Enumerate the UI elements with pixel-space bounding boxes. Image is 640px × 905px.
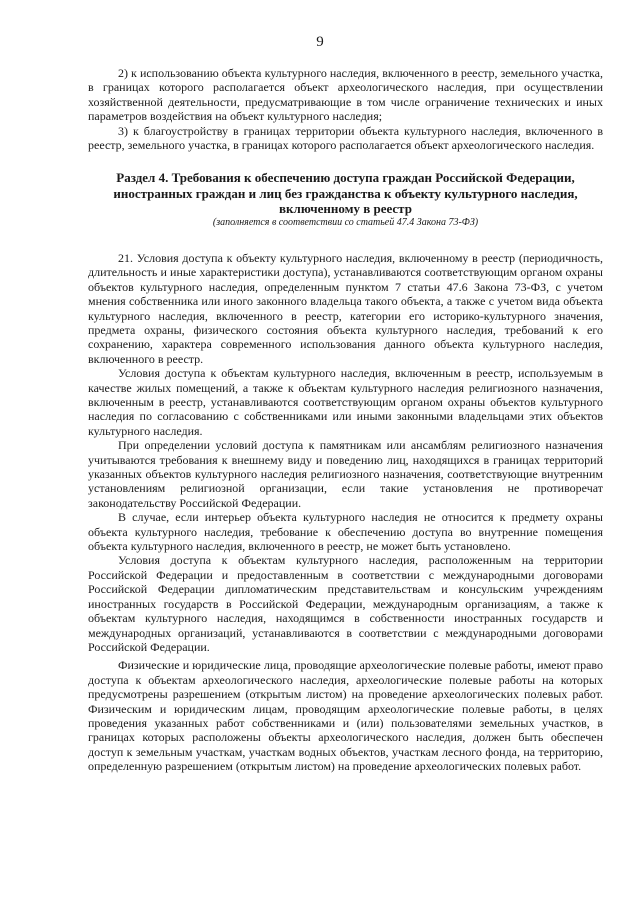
document-body	[88, 66, 603, 774]
intro-paragraph-2: 3) к благоустройству в границах территории объекта культурного наследия, включенного в реестр, земельного участка, в границах которого располагается объект археологического наследия.	[88, 123, 603, 153]
intro-paragraph-1: 2) к использованию объекта культурного наследия, включенного в реестр, земельного участка, в границах которого располагается объект археологического наследия, при осуществлении хозяйственной деятельности, предусматривающие в том числе ограничение технических и иных параметров воздействия на объект культурного наследия;	[88, 66, 603, 124]
body-paragraph-4: В случае, если интерьер объекта культурного наследия не относится к предмету охраны объекта культурного наследия, требование к обеспечению доступа во внутренние помещения объекта культурного наследия, включенного в реестр, не может быть установлено.	[88, 510, 603, 554]
body-paragraph-2: Условия доступа к объектам культурного наследия, включенным в реестр, используемым в качестве жилых помещений, а также к объектам культурного наследия религиозного назначения, включенным в реестр, устанавливаются соответствующим органом охраны объектов культурного наследия по согласованию с собственниками или иными законными владельцами этих объектов культурного наследия.	[88, 366, 603, 438]
body-paragraph-5: Условия доступа к объектам культурного наследия, расположенным на территории Российской Федерации и предоставленным в соответствии с международными договорами Российской Федерации дипломатическим представительствам и консульским учреждениям иностранных государств в Российской Федерации, международным организациям, а также к объектам культурного наследия, находящимся в собственности иностранных государств и международных организаций, устанавливаются в соответствии с международными договорами Российской Федерации.	[88, 553, 603, 654]
body-paragraph-3: При определении условий доступа к памятникам или ансамблям религиозного назначения учитываются требования к внешнему виду и поведению лиц, находящихся в границах территорий указанных объектов культурного наследия религиозного назначения, соответствующие внутренним установлениям религиозной организации, если такие установления не противоречат законодательству Российской Федерации.	[88, 438, 603, 510]
body-paragraph-1: 21. Условия доступа к объекту культурного наследия, включенному в реестр (периодичность, длительность и иные характеристики доступа), устанавливаются соответствующим органом охраны объектов культурного наследия, определенным пунктом 7 статьи 47.6 Закона 73-ФЗ, с учетом мнения собственника или иного законного владельца такого объекта, а также с учетом вида объекта культурного наследия, включенного в реестр, категории его историко-культурного значения, предмета охраны, физического состояния объекта культурного наследия, требований к его сохранению, характера современного использования данного объекта культурного наследия, включенного в реестр.	[88, 250, 603, 366]
section-note: (заполняется в соответствии со статьей 47.4 Закона 73-ФЗ)	[212, 216, 479, 228]
body-paragraph-6: Физические и юридические лица, проводящие археологические полевые работы, имеют право доступа к объектам археологического наследия, археологические полевые работы на которых предусмотрены разрешением (открытым листом) на проведение археологических полевых работ. Физическим и юридическим лицам, проводящим археологические полевые работы, в целях проведения указанных работ собственниками и (или) пользователями земельных участков, в границах которых расположены объекты археологического наследия, должен быть обеспечен доступ к земельным участкам, участкам водных объектов, участкам лесного фонда, на территорию, определенную разрешением (открытым листом) на проведение археологических полевых работ.	[88, 658, 603, 774]
page-number: 9	[316, 34, 324, 50]
section-title: Раздел 4. Требования к обеспечению доступа граждан Российской Федерации, иностранных граждан и лиц без гражданства к объекту культурного наследия, включенному в реестр	[113, 170, 578, 217]
